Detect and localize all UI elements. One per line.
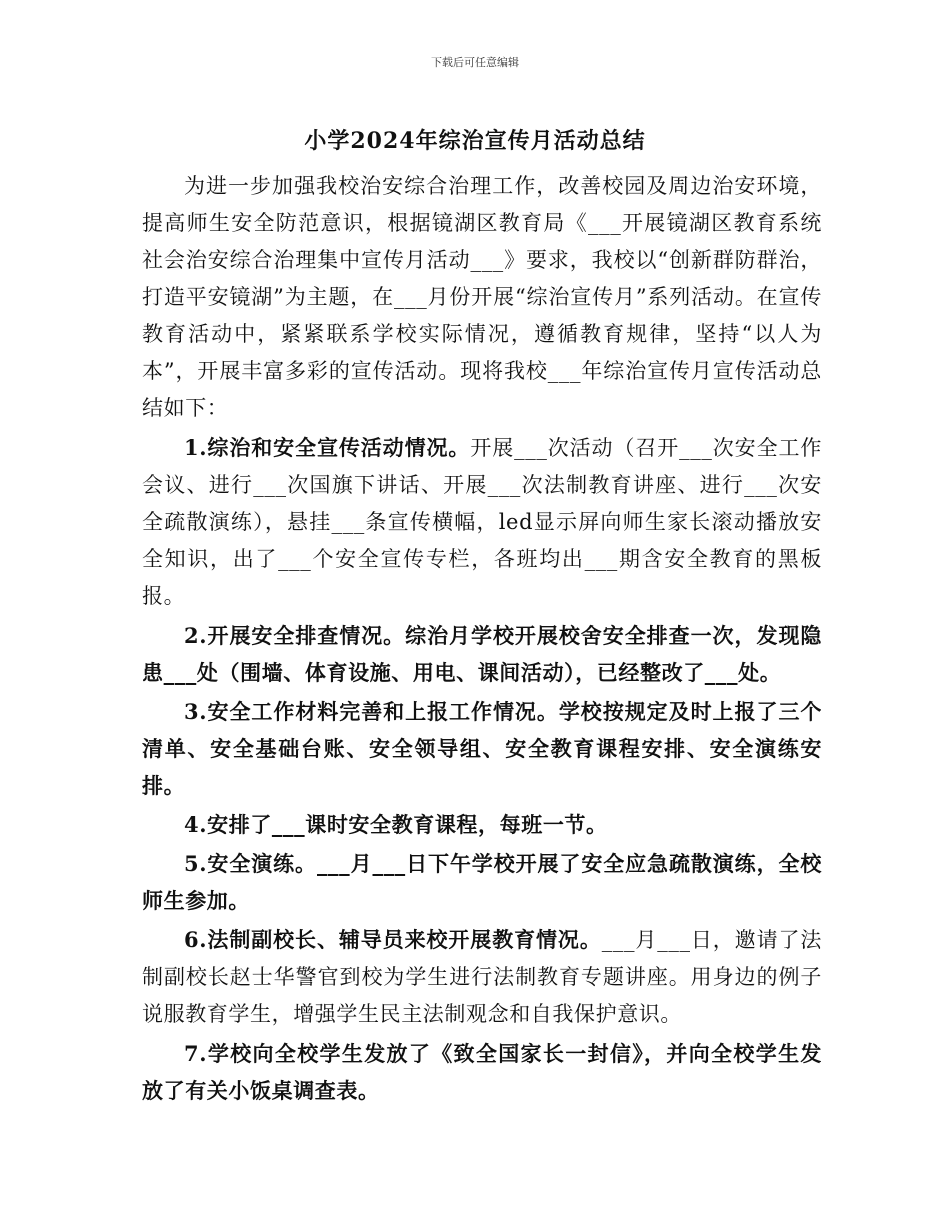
paragraph-3: 3.安全工作材料完善和上报工作情况。学校按规定及时上报了三个清单、安全基础台账、安全领导组、安全教育课程安排、安全演练安排。: [142, 699, 822, 798]
paragraph-5: 5.安全演练。___月___日下午学校开展了安全应急疏散演练，全校师生参加。: [142, 851, 822, 913]
intro-paragraph: 为进一步加强我校治安综合治理工作，改善校园及周边治安环境，提高师生安全防范意识，根据镜湖区教育局《___开展镜湖区教育系统社会治安综合治理集中宣传月活动___》要求，我校以“创新群防群治，打造平安镜湖”为主题，在___月份开展“综治宣传月”系列活动。在宣传教育活动中，紧紧联系学校实际情况，遵循教育规律，坚持“以人为本”，开展丰富多彩的宣传活动。现将我校___年综治宣传月宣传活动总结如下：: [142, 174, 822, 420]
document-body: [142, 168, 822, 1111]
header-note: 下载后可任意编辑: [431, 56, 519, 69]
paragraph-1: [142, 429, 822, 615]
paragraph-1-body: 开展___次活动（召开___次安全工作会议、进行___次国旗下讲话、开展___次法制教育讲座、进行___次安全疏散演练），悬挂___条宣传横幅，led显示屏向师生家长滚动播放安全知识，出了___个安全宣传专栏，各班均出___期含安全教育的黑板报。: [142, 436, 822, 608]
document-title: 小学2024年综治宣传月活动总结: [304, 128, 646, 154]
paragraph-4: 4.安排了___课时安全教育课程，每班一节。: [184, 812, 608, 837]
paragraph-1-heading: 1.综治和安全宣传活动情况。: [184, 435, 471, 460]
paragraph-6-body: ___月___日，邀请了法制副校长赵士华警官到校为学生进行法制教育专题讲座。用身边的例子说服教育学生，增强学生民主法制观念和自我保护意识。: [142, 928, 822, 1026]
paragraph-6: [142, 921, 822, 1033]
paragraph-2: 2.开展安全排查情况。综治月学校开展校舍安全排查一次，发现隐患___处（围墙、体育设施、用电、课间活动），已经整改了___处。: [142, 623, 822, 685]
paragraph-6-heading: 6.法制副校长、辅导员来校开展教育情况。: [184, 927, 602, 952]
paragraph-7: 7.学校向全校学生发放了《致全国家长一封信》，并向全校学生发放了有关小饭桌调查表。: [142, 1041, 822, 1103]
